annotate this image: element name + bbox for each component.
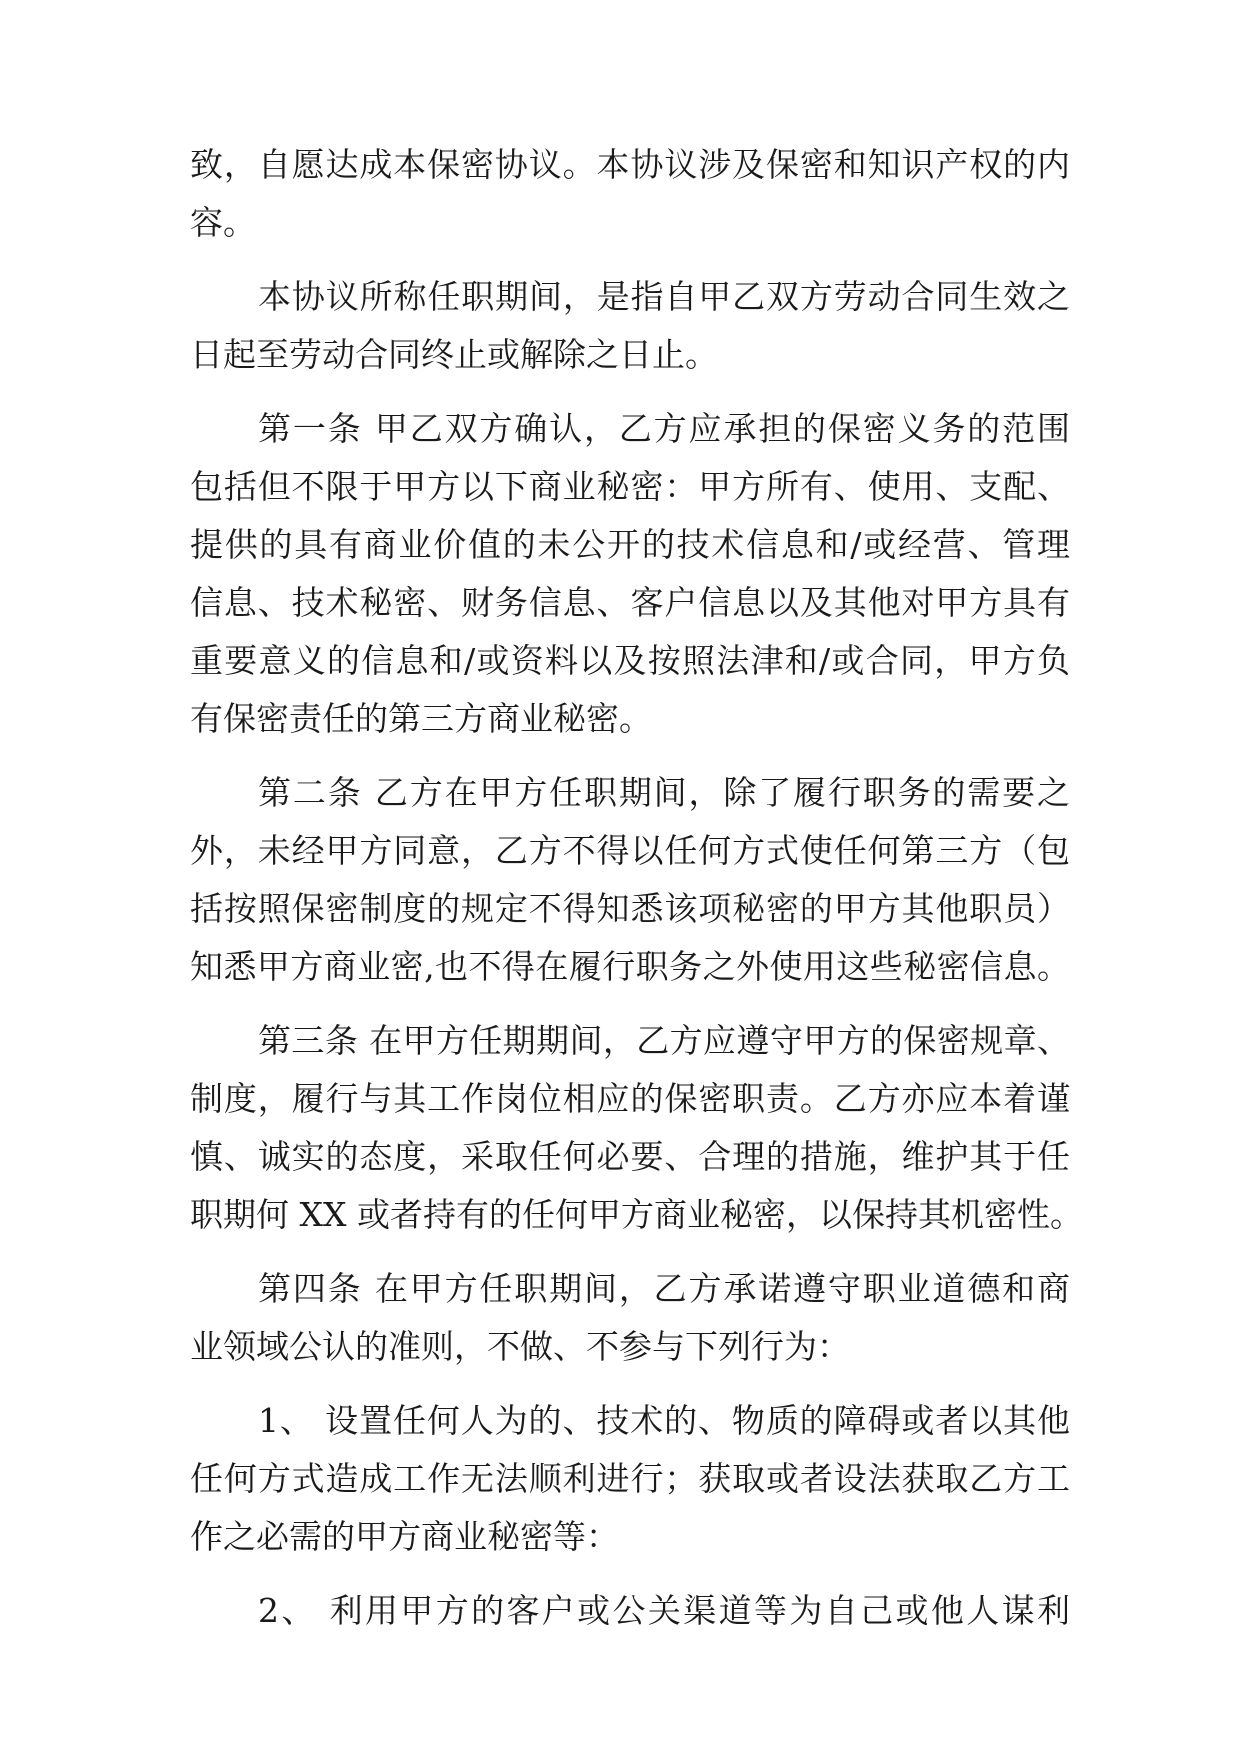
text-line: 知悉甲方商业密,也不得在履行职务之外使用这些秘密信息。	[190, 947, 1070, 986]
text-line: 慎、诚实的态度，采取任何必要、合理的措施，维护其于任	[190, 1137, 1070, 1176]
text-line: 第三条 在甲方任期期间，乙方应遵守甲方的保密规章、	[258, 1021, 1070, 1060]
text-line: 日起至劳动合同终止或解除之日止。	[190, 335, 718, 374]
text-line: 职期何 XX 或者持有的任何甲方商业秘密，以保持其机密性。	[190, 1195, 1083, 1234]
text-line: 信息、技术秘密、财务信息、客户信息以及其他对甲方具有	[190, 583, 1070, 622]
text-line: 本协议所称任职期间，是指自甲乙双方劳动合同生效之	[258, 277, 1070, 316]
text-line: 2、 利用甲方的客户或公关渠道等为自己或他人谋利	[258, 1591, 1070, 1630]
text-line: 任何方式造成工作无法顺利进行；获取或者设法获取乙方工	[190, 1459, 1070, 1498]
text-line: 致，自愿达成本保密协议。本协议涉及保密和知识产权的内	[190, 145, 1070, 184]
text-line: 重要意义的信息和/或资料以及按照法津和/或合同，甲方负	[190, 641, 1070, 680]
text-line: 制度，履行与其工作岗位相应的保密职责。乙方亦应本着谨	[190, 1079, 1070, 1118]
text-line: 第四条 在甲方任职期间，乙方承诺遵守职业道德和商	[258, 1269, 1070, 1308]
text-line: 提供的具有商业价值的未公开的技术信息和/或经营、管理	[190, 525, 1070, 564]
text-line: 1、 设置任何人为的、技术的、物质的障碍或者以其他	[258, 1401, 1070, 1440]
text-line: 外，未经甲方同意，乙方不得以任何方式使任何第三方（包	[190, 831, 1070, 870]
text-line: 包括但不限于甲方以下商业秘密：甲方所有、使用、支配、	[190, 467, 1070, 506]
text-line: 第二条 乙方在甲方任职期间，除了履行职务的需要之	[258, 773, 1070, 812]
text-line: 括按照保密制度的规定不得知悉该项秘密的甲方其他职员）	[190, 889, 1070, 928]
text-line: 有保密责任的第三方商业秘密。	[190, 699, 652, 738]
text-line: 业领域公认的准则，不做、不参与下列行为：	[190, 1327, 850, 1366]
text-line: 容。	[190, 203, 256, 242]
text-line: 第一条 甲乙双方确认，乙方应承担的保密义务的范围	[258, 409, 1070, 448]
text-line: 作之必需的甲方商业秘密等：	[190, 1517, 619, 1556]
